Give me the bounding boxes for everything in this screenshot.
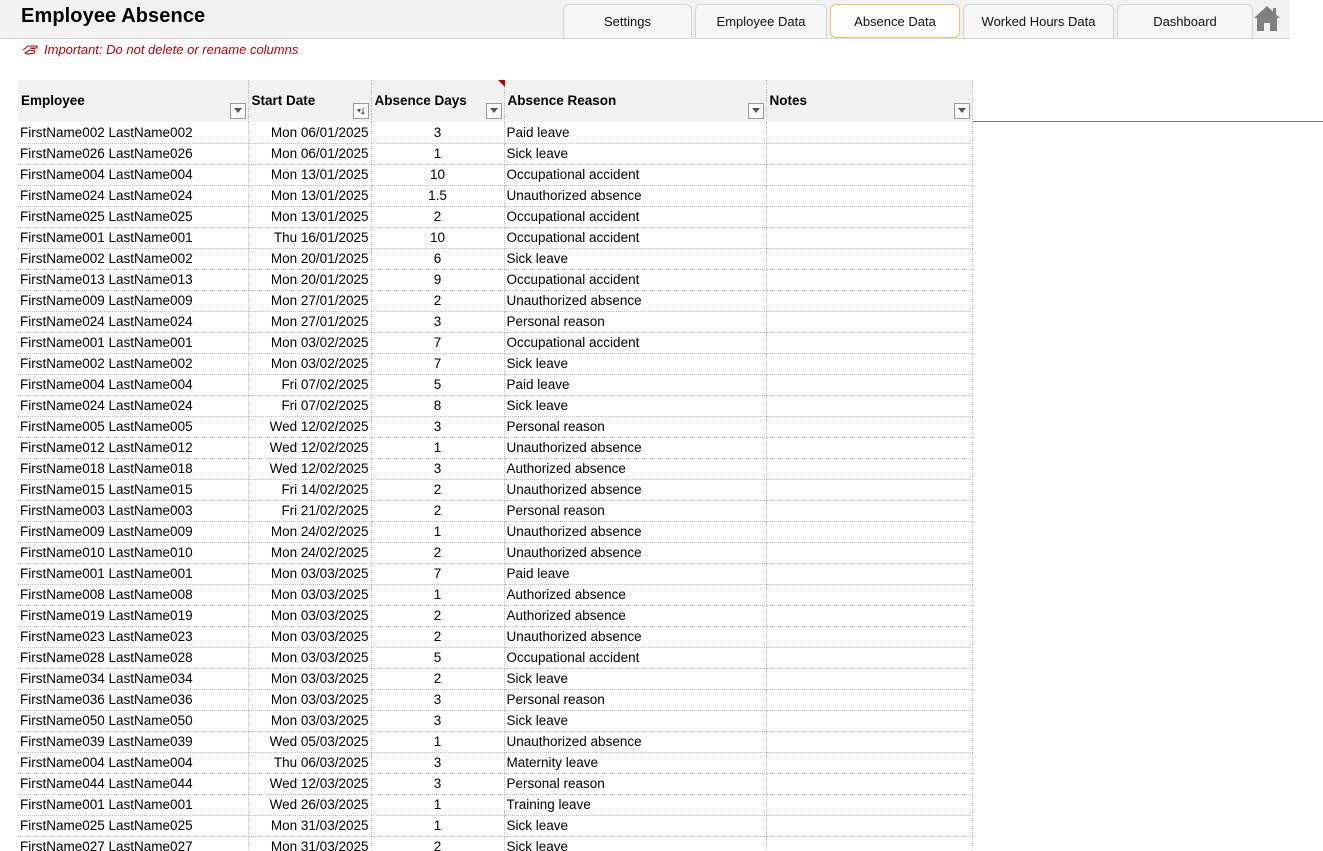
sort-filter-button[interactable] [353,103,369,119]
cell-notes[interactable] [766,122,972,143]
cell-start-date[interactable]: Wed 12/02/2025 [248,416,371,437]
table-row [18,605,972,626]
cell-start-date[interactable]: Mon 20/01/2025 [248,269,371,290]
table-row [18,584,972,605]
cell-notes[interactable] [766,332,972,353]
cell-absence-days[interactable]: 2 [371,668,504,689]
col-label: Absence Reason [507,93,617,108]
cell-absence-reason[interactable]: Occupational accident [504,206,766,227]
cell-absence-days[interactable]: 3 [371,752,504,773]
cell-notes[interactable] [766,290,972,311]
cell-employee[interactable]: FirstName028 LastName028 [18,647,248,668]
col-label: Employee [21,93,85,108]
cell-absence-days[interactable]: 2 [371,605,504,626]
cell-notes[interactable] [766,143,972,164]
cell-absence-days[interactable]: 10 [371,227,504,248]
tab-worked-hours-data[interactable]: Worked Hours Data [963,4,1114,38]
cell-absence-reason[interactable]: Personal reason [504,311,766,332]
cell-employee[interactable]: FirstName027 LastName027 [18,836,248,851]
cell-start-date[interactable]: Mon 27/01/2025 [248,311,371,332]
pointing-hand-icon [22,43,38,57]
cell-notes[interactable] [766,374,972,395]
col-label: Start Date [251,93,316,108]
tab-dashboard[interactable]: Dashboard [1117,4,1253,38]
cell-absence-reason[interactable]: Personal reason [504,500,766,521]
cell-employee[interactable]: FirstName034 LastName034 [18,668,248,689]
cell-absence-days[interactable]: 3 [371,416,504,437]
cell-absence-days[interactable]: 2 [371,290,504,311]
cell-start-date[interactable]: Wed 12/03/2025 [248,773,371,794]
cell-absence-days[interactable]: 6 [371,248,504,269]
cell-notes[interactable] [766,647,972,668]
tab-absence-data[interactable]: Absence Data [830,4,960,38]
cell-notes[interactable] [766,794,972,815]
cell-absence-days[interactable]: 3 [371,458,504,479]
top-bar [0,0,1290,39]
filter-dropdown-button[interactable] [486,103,502,119]
table-row [18,353,972,374]
table-row [18,164,972,185]
cell-absence-reason[interactable]: Paid leave [504,563,766,584]
cell-absence-reason[interactable]: Unauthorized absence [504,290,766,311]
table-row [18,227,972,248]
cell-notes[interactable] [766,227,972,248]
cell-start-date[interactable]: Mon 06/01/2025 [248,143,371,164]
cell-employee[interactable]: FirstName004 LastName004 [18,752,248,773]
cell-employee[interactable]: FirstName001 LastName001 [18,563,248,584]
cell-absence-reason[interactable]: Sick leave [504,143,766,164]
cell-employee[interactable]: FirstName003 LastName003 [18,500,248,521]
cell-absence-reason[interactable]: Occupational accident [504,227,766,248]
cell-notes[interactable] [766,521,972,542]
cell-start-date[interactable]: Mon 13/01/2025 [248,185,371,206]
col-label: Notes [769,93,808,108]
table-row [18,647,972,668]
cell-employee[interactable]: FirstName025 LastName025 [18,206,248,227]
cell-absence-days[interactable]: 2 [371,626,504,647]
cell-employee[interactable]: FirstName010 LastName010 [18,542,248,563]
table-row [18,479,972,500]
cell-absence-reason[interactable]: Unauthorized absence [504,542,766,563]
cell-absence-reason[interactable]: Sick leave [504,815,766,836]
cell-absence-days[interactable]: 1 [371,794,504,815]
cell-notes[interactable] [766,353,972,374]
cell-absence-reason[interactable]: Sick leave [504,353,766,374]
cell-start-date[interactable]: Mon 13/01/2025 [248,206,371,227]
cell-notes[interactable] [766,164,972,185]
col-header-employee [18,80,248,122]
cell-absence-reason[interactable]: Authorized absence [504,584,766,605]
cell-absence-days[interactable]: 1.5 [371,185,504,206]
cell-absence-reason[interactable]: Personal reason [504,689,766,710]
cell-start-date[interactable]: Fri 21/02/2025 [248,500,371,521]
cell-absence-days[interactable]: 5 [371,647,504,668]
cell-start-date[interactable]: Mon 03/03/2025 [248,647,371,668]
cell-notes[interactable] [766,500,972,521]
cell-notes[interactable] [766,311,972,332]
dropdown-arrow-icon [751,107,761,115]
cell-absence-reason[interactable]: Sick leave [504,395,766,416]
table-body [18,122,972,851]
cell-absence-reason[interactable]: Paid leave [504,122,766,143]
table-row [18,248,972,269]
cell-absence-reason[interactable]: Paid leave [504,374,766,395]
notice [22,42,298,57]
cell-absence-days[interactable]: 3 [371,773,504,794]
cell-absence-days[interactable]: 1 [371,143,504,164]
cell-notes[interactable] [766,479,972,500]
cell-employee[interactable]: FirstName009 LastName009 [18,521,248,542]
cell-absence-reason[interactable]: Sick leave [504,710,766,731]
cell-notes[interactable] [766,563,972,584]
cell-notes[interactable] [766,710,972,731]
cell-start-date[interactable]: Mon 03/03/2025 [248,689,371,710]
table-row [18,794,972,815]
page-title: Employee Absence [21,5,206,27]
cell-absence-days[interactable]: 2 [371,479,504,500]
cell-start-date[interactable]: Wed 12/02/2025 [248,437,371,458]
cell-absence-reason[interactable]: Unauthorized absence [504,731,766,752]
table-row [18,437,972,458]
dropdown-arrow-icon [233,107,243,115]
table-row [18,185,972,206]
cell-employee[interactable]: FirstName015 LastName015 [18,479,248,500]
cell-absence-reason[interactable]: Training leave [504,794,766,815]
cell-employee[interactable]: FirstName023 LastName023 [18,626,248,647]
col-header-absence-reason [504,80,766,122]
col-header-notes [766,80,972,122]
cell-start-date[interactable]: Mon 24/02/2025 [248,521,371,542]
cell-absence-days[interactable]: 1 [371,815,504,836]
cell-start-date[interactable]: Wed 05/03/2025 [248,731,371,752]
table-row [18,626,972,647]
cell-employee[interactable]: FirstName018 LastName018 [18,458,248,479]
cell-notes[interactable] [766,731,972,752]
cell-employee[interactable]: FirstName009 LastName009 [18,290,248,311]
cell-employee[interactable]: FirstName026 LastName026 [18,143,248,164]
cell-absence-reason[interactable]: Personal reason [504,773,766,794]
cell-absence-days[interactable]: 7 [371,563,504,584]
cell-start-date[interactable]: Mon 03/03/2025 [248,710,371,731]
cell-employee[interactable]: FirstName004 LastName004 [18,164,248,185]
cell-employee[interactable]: FirstName001 LastName001 [18,227,248,248]
cell-start-date[interactable]: Mon 27/01/2025 [248,290,371,311]
cell-notes[interactable] [766,584,972,605]
cell-absence-days[interactable]: 3 [371,311,504,332]
cell-start-date[interactable]: Thu 16/01/2025 [248,227,371,248]
cell-start-date[interactable]: Mon 03/03/2025 [248,626,371,647]
table-row [18,122,972,143]
cell-absence-days[interactable]: 9 [371,269,504,290]
cell-start-date[interactable]: Fri 14/02/2025 [248,479,371,500]
cell-absence-reason[interactable]: Unauthorized absence [504,626,766,647]
cell-absence-days[interactable]: 3 [371,122,504,143]
filter-dropdown-button[interactable] [230,103,246,119]
cell-notes[interactable] [766,773,972,794]
cell-absence-reason[interactable]: Sick leave [504,248,766,269]
cell-employee[interactable]: FirstName008 LastName008 [18,584,248,605]
cell-absence-days[interactable]: 8 [371,395,504,416]
cell-absence-days[interactable]: 1 [371,521,504,542]
cell-start-date[interactable]: Mon 31/03/2025 [248,836,371,851]
cell-absence-days[interactable]: 1 [371,731,504,752]
cell-notes[interactable] [766,395,972,416]
cell-employee[interactable]: FirstName005 LastName005 [18,416,248,437]
cell-absence-reason[interactable]: Occupational accident [504,164,766,185]
cell-employee[interactable]: FirstName025 LastName025 [18,815,248,836]
cell-start-date[interactable]: Mon 03/03/2025 [248,563,371,584]
cell-absence-reason[interactable]: Sick leave [504,668,766,689]
cell-notes[interactable] [766,206,972,227]
cell-absence-days[interactable]: 10 [371,164,504,185]
cell-absence-days[interactable]: 2 [371,542,504,563]
cell-absence-days[interactable]: 7 [371,353,504,374]
cell-employee[interactable]: FirstName012 LastName012 [18,437,248,458]
cell-absence-days[interactable]: 7 [371,332,504,353]
cell-start-date[interactable]: Mon 03/03/2025 [248,668,371,689]
filter-dropdown-button[interactable] [954,103,970,119]
cell-notes[interactable] [766,836,972,851]
cell-start-date[interactable]: Mon 03/02/2025 [248,332,371,353]
cell-start-date[interactable]: Mon 03/03/2025 [248,605,371,626]
cell-notes[interactable] [766,458,972,479]
cell-notes[interactable] [766,752,972,773]
cell-absence-reason[interactable]: Unauthorized absence [504,185,766,206]
cell-notes[interactable] [766,269,972,290]
cell-notes[interactable] [766,542,972,563]
col-header-start-date [248,80,371,122]
cell-start-date[interactable]: Mon 20/01/2025 [248,248,371,269]
cell-employee[interactable]: FirstName002 LastName002 [18,248,248,269]
cell-employee[interactable]: FirstName039 LastName039 [18,731,248,752]
cell-absence-days[interactable]: 2 [371,836,504,851]
table-row [18,269,972,290]
table-row [18,206,972,227]
cell-absence-reason[interactable]: Occupational accident [504,269,766,290]
cell-notes[interactable] [766,626,972,647]
table-row [18,143,972,164]
cell-absence-reason[interactable]: Unauthorized absence [504,437,766,458]
cell-absence-days[interactable]: 2 [371,500,504,521]
cell-employee[interactable]: FirstName002 LastName002 [18,353,248,374]
cell-absence-days[interactable]: 2 [371,206,504,227]
cell-notes[interactable] [766,605,972,626]
table-row [18,311,972,332]
cell-absence-days[interactable]: 3 [371,689,504,710]
cell-start-date[interactable]: Mon 03/02/2025 [248,353,371,374]
tab-employee-data[interactable]: Employee Data [695,4,827,38]
cell-absence-reason[interactable]: Maternity leave [504,752,766,773]
table-row [18,521,972,542]
cell-employee[interactable]: FirstName001 LastName001 [18,794,248,815]
cell-start-date[interactable]: Fri 07/02/2025 [248,374,371,395]
cell-notes[interactable] [766,437,972,458]
cell-absence-days[interactable]: 1 [371,437,504,458]
cell-start-date[interactable]: Wed 26/03/2025 [248,794,371,815]
filter-dropdown-button[interactable] [748,103,764,119]
cell-absence-reason[interactable]: Authorized absence [504,458,766,479]
cell-employee[interactable]: FirstName019 LastName019 [18,605,248,626]
cell-absence-days[interactable]: 5 [371,374,504,395]
cell-employee[interactable]: FirstName004 LastName004 [18,374,248,395]
table-row [18,290,972,311]
table-row [18,752,972,773]
cell-notes[interactable] [766,668,972,689]
cell-start-date[interactable]: Mon 03/03/2025 [248,584,371,605]
absence-table [18,80,973,851]
table-row [18,836,972,851]
cell-start-date[interactable]: Mon 24/02/2025 [248,542,371,563]
cell-start-date[interactable]: Wed 12/02/2025 [248,458,371,479]
cell-absence-days[interactable]: 1 [371,584,504,605]
table-row [18,773,972,794]
cell-absence-reason[interactable]: Unauthorized absence [504,521,766,542]
table-row [18,563,972,584]
cell-employee[interactable]: FirstName050 LastName050 [18,710,248,731]
cell-start-date[interactable]: Thu 06/03/2025 [248,752,371,773]
cell-employee[interactable]: FirstName013 LastName013 [18,269,248,290]
dropdown-arrow-icon [957,107,967,115]
table-row [18,689,972,710]
col-label: Absence Days [374,93,467,108]
cell-notes[interactable] [766,416,972,437]
cell-absence-reason[interactable]: Sick leave [504,836,766,851]
cell-absence-reason[interactable]: Personal reason [504,416,766,437]
cell-employee[interactable]: FirstName024 LastName024 [18,395,248,416]
table-row [18,458,972,479]
table-row [18,332,972,353]
cell-absence-reason[interactable]: Authorized absence [504,605,766,626]
cell-absence-reason[interactable]: Occupational accident [504,647,766,668]
table-row [18,500,972,521]
cell-employee[interactable]: FirstName001 LastName001 [18,332,248,353]
cell-notes[interactable] [766,248,972,269]
cell-employee[interactable]: FirstName024 LastName024 [18,311,248,332]
table-row [18,731,972,752]
dropdown-arrow-icon [489,107,499,115]
cell-notes[interactable] [766,185,972,206]
cell-employee[interactable]: FirstName024 LastName024 [18,185,248,206]
cell-employee[interactable]: FirstName002 LastName002 [18,122,248,143]
cell-start-date[interactable]: Mon 13/01/2025 [248,164,371,185]
cell-employee[interactable]: FirstName044 LastName044 [18,773,248,794]
table-row [18,395,972,416]
cell-absence-reason[interactable]: Unauthorized absence [504,479,766,500]
cell-start-date[interactable]: Fri 07/02/2025 [248,395,371,416]
home-icon[interactable] [1253,5,1281,32]
sheet-tabs [563,4,1253,39]
cell-notes[interactable] [766,815,972,836]
cell-absence-reason[interactable]: Occupational accident [504,332,766,353]
cell-start-date[interactable]: Mon 31/03/2025 [248,815,371,836]
cell-absence-days[interactable]: 3 [371,710,504,731]
col-header-absence-days [371,80,504,122]
table-row [18,416,972,437]
table-row [18,542,972,563]
cell-start-date[interactable]: Mon 06/01/2025 [248,122,371,143]
table-row [18,668,972,689]
notice-text: Important: Do not delete or rename columns [44,42,299,57]
tab-settings[interactable]: Settings [563,4,692,38]
cell-notes[interactable] [766,689,972,710]
sort-ascending-icon [356,107,366,115]
table-row [18,374,972,395]
table-row [18,710,972,731]
cell-employee[interactable]: FirstName036 LastName036 [18,689,248,710]
table-row [18,815,972,836]
